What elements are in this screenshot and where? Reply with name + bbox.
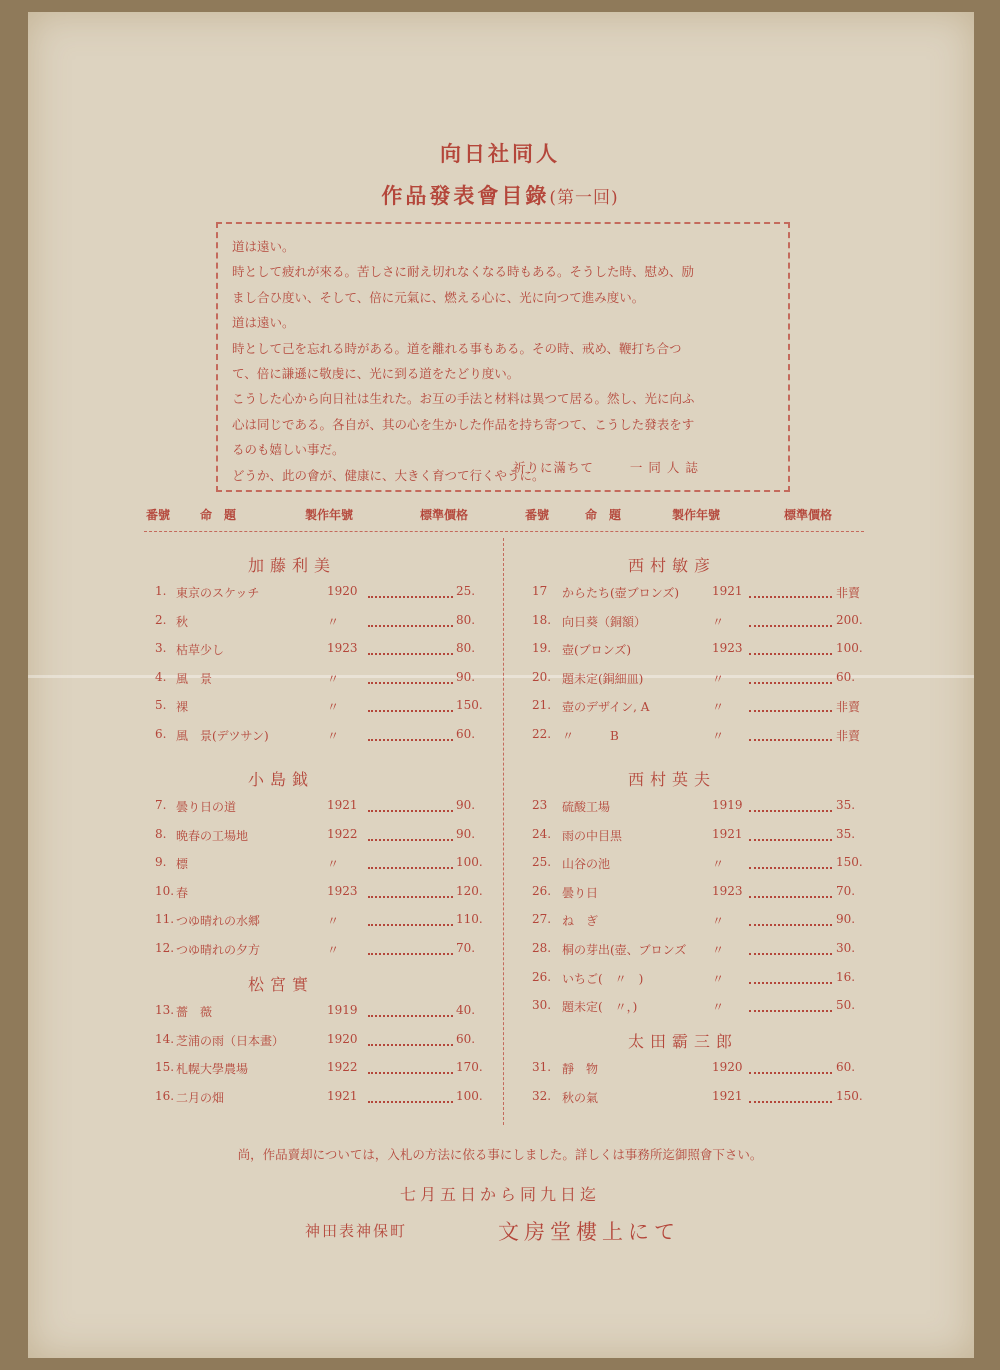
item-number: 18. [532, 612, 552, 627]
item-price: 110. [456, 912, 483, 927]
exhibition-dates: 七月五日から同九日迄 [399, 1185, 600, 1204]
item-title: 晩春の工場地 [176, 828, 249, 843]
item-price: 50. [836, 998, 856, 1013]
item-title: 硫酸工場 [562, 800, 611, 814]
item-title: いちご( 〃 ) [562, 971, 644, 986]
item-number: 23 [532, 798, 548, 812]
item-title: 札幌大學農場 [176, 1062, 249, 1077]
item-title: 芝浦の雨（日本畫） [176, 1033, 285, 1048]
item-year: 1923 [327, 883, 358, 898]
item-number: 31. [532, 1060, 552, 1074]
catalog-row [0, 827, 1000, 847]
item-price: 90. [456, 826, 476, 841]
item-title: 向日葵（銅額） [562, 614, 647, 629]
item-year: 〃 [712, 700, 725, 715]
item-price: 70. [836, 883, 856, 898]
catalog-row [0, 670, 1000, 690]
item-number: 3. [155, 641, 167, 656]
item-number: 30. [532, 998, 552, 1013]
column-header: 番號 [525, 508, 550, 522]
preface-line: 時として己を忘れる時がある。道を離れる事もある。その時、戒め、鞭打ち合つ [232, 340, 682, 356]
item-title: 靜 物 [562, 1062, 599, 1076]
catalog-row [0, 698, 1000, 718]
preface-signature: 一同人誌 [629, 460, 704, 475]
item-number: 21. [532, 698, 552, 713]
item-title: 裸 [176, 700, 189, 715]
item-number: 1. [155, 584, 167, 598]
item-title: 二月の畑 [176, 1090, 225, 1105]
item-title: 風 景 [176, 671, 213, 686]
catalog-row [0, 727, 1000, 747]
leader-dots [749, 924, 832, 926]
item-number: 22. [532, 727, 552, 741]
item-title: 壺のデザイン, A [562, 700, 650, 715]
item-year: 1922 [327, 1060, 358, 1075]
catalog-row [0, 912, 1000, 932]
item-year: 〃 [712, 971, 725, 986]
item-title: 春 [176, 885, 189, 900]
venue-name: 文房堂樓上にて [498, 1220, 680, 1244]
column-header: 番號 [146, 508, 171, 522]
item-price: 16. [836, 969, 856, 984]
item-title: 曇り日 [562, 885, 599, 900]
page-title: 向日社同人 [440, 141, 560, 166]
catalog-row [0, 798, 1000, 818]
preface-line: まし合ひ度い、そして、倍に元氣に、燃える心に、光に向つて進み度い。 [232, 289, 645, 305]
item-number: 16. [155, 1088, 175, 1103]
item-price: 30. [836, 941, 856, 955]
item-price: 150. [456, 698, 483, 713]
item-number: 24. [532, 826, 552, 841]
item-number: 19. [532, 641, 552, 656]
item-price: 80. [456, 641, 476, 656]
item-title: 東京のスケッチ [176, 586, 260, 600]
item-price: 35. [836, 798, 856, 812]
catalog-row [0, 641, 1000, 661]
item-title: 秋 [176, 614, 189, 629]
item-number: 15. [155, 1060, 175, 1075]
item-year: 1919 [712, 798, 743, 812]
item-price: 100. [836, 641, 863, 656]
item-price: 170. [456, 1060, 483, 1075]
item-year: 1921 [712, 1088, 743, 1103]
leader-dots [749, 710, 832, 712]
item-price: 60. [836, 669, 856, 684]
item-title: つゆ晴れの夕方 [176, 943, 261, 957]
leader-dots [749, 1010, 832, 1012]
item-year: 1923 [712, 641, 743, 656]
item-number: 11. [155, 912, 175, 927]
column-header: 製作年號 [305, 508, 354, 522]
item-number: 7. [155, 798, 167, 812]
column-header: 命 題 [200, 508, 237, 522]
item-year: 〃 [712, 857, 725, 872]
item-number: 5. [155, 698, 167, 713]
column-header: 製作年號 [672, 508, 721, 522]
item-year: 1920 [712, 1060, 743, 1074]
catalog-row [0, 1032, 1000, 1052]
subtitle-text: 作品發表會目錄 [381, 183, 550, 208]
catalog-row [0, 998, 1000, 1018]
item-year: 〃 [712, 729, 725, 743]
leader-dots [749, 739, 832, 741]
artist-name: 西村英夫 [628, 770, 717, 789]
sale-note: 尚，作品賣却については，入札の方法に依る事にしました。詳しくは事務所迄御照會下さい。 [237, 1147, 763, 1162]
item-price: 70. [456, 941, 476, 955]
item-price: 200. [836, 612, 863, 627]
item-year: 1921 [712, 826, 743, 841]
item-year: 〃 [712, 614, 725, 629]
item-title: 桐の芽出(壺、ブロンズ [562, 943, 687, 957]
leader-dots [749, 839, 832, 841]
item-year: 1923 [327, 641, 358, 656]
leader-dots [368, 1044, 453, 1046]
item-price: 40. [456, 1003, 476, 1017]
item-year: 〃 [712, 943, 725, 957]
item-title: ね ぎ [562, 914, 599, 929]
page-subtitle [0, 180, 1000, 210]
column-header: 命 題 [585, 508, 622, 522]
item-title: 題未定( 〃，) [562, 1000, 638, 1015]
item-price: 90. [456, 798, 476, 812]
leader-dots [749, 682, 832, 684]
item-price: 100. [456, 855, 483, 870]
artist-name: 加藤利美 [248, 556, 337, 575]
item-year: 1921 [327, 798, 358, 812]
item-number: 6. [155, 727, 167, 741]
preface-box [216, 222, 790, 492]
item-title: からたち(壺ブロンズ) [562, 586, 680, 600]
item-number: 8. [155, 826, 167, 841]
item-number: 26. [532, 883, 552, 898]
subtitle-note: (第一回) [549, 188, 619, 208]
item-price: 120. [456, 883, 483, 898]
preface-line: て、倍に謙遜に敬虔に、光に到る道をたどり度い。 [232, 366, 520, 382]
preface-signature-line [513, 455, 704, 480]
item-title: 壺(ブロンズ) [562, 643, 632, 658]
artist-name: 松宮實 [248, 975, 315, 994]
item-price: 非賣 [836, 729, 861, 743]
item-title: 薔 薇 [176, 1005, 213, 1019]
leader-dots [749, 953, 832, 955]
item-number: 20. [532, 669, 552, 684]
artist-name: 西村敏彦 [628, 556, 717, 575]
catalog-row [0, 584, 1000, 604]
item-title: 枯草少し [176, 643, 225, 658]
item-price: 25. [456, 584, 476, 598]
item-title: 標 [176, 857, 189, 872]
item-year: 〃 [327, 857, 340, 872]
item-price: 60. [456, 1031, 476, 1046]
item-year: 〃 [712, 914, 725, 929]
item-number: 14. [155, 1031, 175, 1046]
item-year: 〃 [327, 700, 340, 715]
leader-dots [749, 810, 832, 812]
item-price: 60. [836, 1060, 856, 1074]
item-number: 28. [532, 941, 552, 955]
item-price: 35. [836, 826, 856, 841]
leader-dots [749, 1072, 832, 1074]
item-number: 32. [532, 1088, 552, 1103]
item-number: 4. [155, 669, 167, 684]
item-title: つゆ晴れの水郷 [176, 914, 261, 929]
venue-address: 神田表神保町 [305, 1222, 408, 1240]
item-price: 非賣 [836, 700, 861, 715]
leader-dots [749, 1101, 832, 1103]
leader-dots [749, 867, 832, 869]
item-price: 60. [456, 727, 476, 741]
preface-line: こうした心から向日社は生れた。お互の手法と材料は異つて居る。然し、光に向ふ [232, 391, 695, 407]
catalog-row [0, 855, 1000, 875]
item-price: 150. [836, 855, 863, 870]
preface-line: るのも嬉しい事だ。 [232, 442, 345, 458]
column-header: 標準價格 [420, 508, 469, 522]
item-price: 80. [456, 612, 476, 627]
item-price: 非賣 [836, 586, 861, 600]
item-number: 12. [155, 941, 175, 955]
item-title: 雨の中目黒 [562, 828, 623, 843]
item-number: 9. [155, 855, 167, 870]
leader-dots [749, 625, 832, 627]
item-year: 1921 [327, 1088, 358, 1103]
item-title: 曇り日の道 [176, 800, 237, 814]
leader-dots [749, 596, 832, 598]
item-number: 17 [532, 584, 548, 598]
leader-dots [749, 896, 832, 898]
catalog-row [0, 1060, 1000, 1080]
catalog-row [0, 1089, 1000, 1109]
item-number: 27. [532, 912, 552, 927]
leader-dots [749, 653, 832, 655]
item-year: 1923 [712, 883, 743, 898]
item-price: 100. [456, 1088, 483, 1103]
item-year: 1921 [712, 584, 743, 598]
item-number: 25. [532, 855, 552, 870]
item-year: 1920 [327, 584, 358, 598]
item-number: 10. [155, 883, 175, 898]
item-year: 〃 [712, 671, 725, 686]
catalog-row [0, 941, 1000, 961]
item-price: 150. [836, 1088, 863, 1103]
catalog-row [0, 970, 1000, 990]
item-year: 〃 [712, 1000, 725, 1015]
item-title: 風 景(デツサン) [176, 729, 269, 743]
preface-line: 道は遠い。 [232, 315, 295, 331]
item-title: 山谷の池 [562, 857, 611, 872]
header-divider [144, 531, 864, 532]
item-number: 13. [155, 1003, 175, 1017]
leader-dots [749, 982, 832, 984]
preface-lines [232, 234, 774, 488]
catalog-row [0, 884, 1000, 904]
item-year: 〃 [327, 729, 340, 743]
preface-line: 時として疲れが來る。苦しさに耐え切れなくなる時もある。そうした時、慰め、励 [232, 264, 695, 280]
preface-line: 心は同じである。各自が、其の心を生かした作品を持ち寄つて、こうした發表をす [232, 416, 695, 432]
item-title: 題未定(銅細皿) [562, 671, 644, 686]
item-number: 26. [532, 969, 552, 984]
item-year: 〃 [327, 943, 340, 957]
item-year: 〃 [327, 671, 340, 686]
item-price: 90. [836, 912, 856, 927]
item-year: 〃 [327, 914, 340, 929]
item-year: 1922 [327, 826, 358, 841]
preface-line: 道は遠い。 [232, 239, 295, 254]
catalog-row [0, 613, 1000, 633]
item-year: 1920 [327, 1031, 358, 1046]
preface-closing: 祈りに滿ちて [513, 460, 594, 475]
item-price: 90. [456, 669, 476, 684]
item-number: 2. [155, 612, 167, 627]
item-year: 〃 [327, 614, 340, 629]
artist-name: 小島鉞 [248, 770, 315, 789]
item-title: 秋の氣 [562, 1090, 599, 1105]
item-title: 〃 B [562, 729, 619, 743]
artist-name: 太田霸三郎 [628, 1032, 739, 1051]
preface-line: どうか、此の會が、健康に、大きく育つて行くやうに。 [232, 467, 545, 483]
item-year: 1919 [327, 1003, 358, 1017]
column-header: 標準價格 [784, 508, 833, 522]
